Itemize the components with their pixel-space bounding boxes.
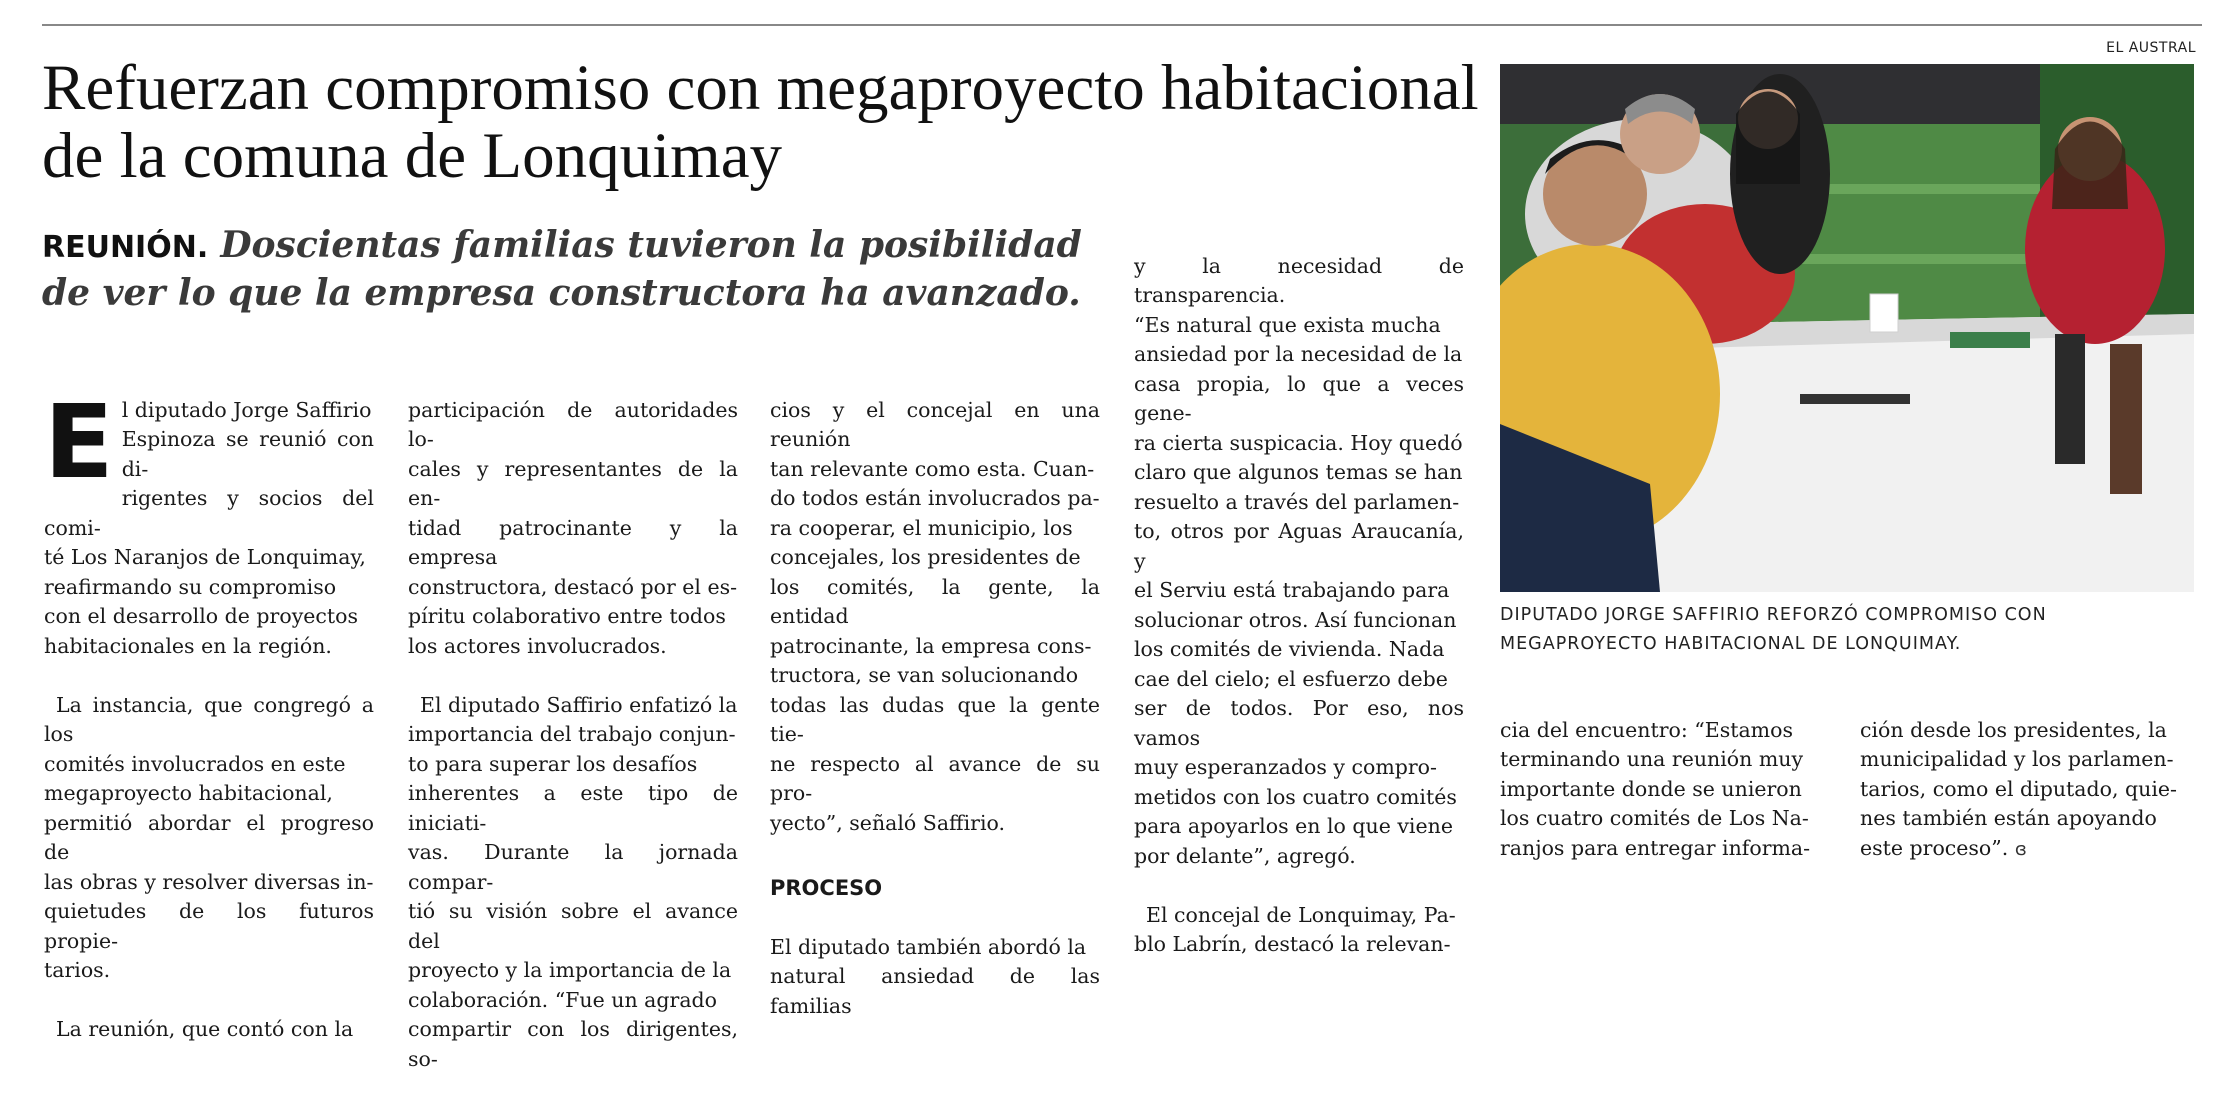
paragraph [1860,716,2194,865]
paragraph-text: ción desde los presidentes, la municipalidad y los parlamen- tarios, como el diputado, quie- nes también están apoyando este proceso”. [1860,717,2177,860]
paragraph-text: l diputado Jorge Saffirio Espinoza se reunió con di- rigentes y socios del comi- té Los Naranjos de Lonquimay, reafirmando su compromiso con el desarrollo de proyectos habitacionales en la región. [44,397,374,658]
photo-caption: DIPUTADO JORGE SAFFIRIO REFORZÓ COMPROMISO CON MEGAPROYECTO HABITACIONAL DE LONQUIMAY. [1500,605,2047,654]
end-mark-icon: ɞ [2014,838,2027,860]
publication-name: EL AUSTRAL [2106,40,2196,56]
paragraph: cios y el concejal en una reunión tan relevante como esta. Cuan- do todos están involucrados pa- ra cooperar, el municipio, los concejales, los presidentes de los comités, la gente, la entidad patrocinante, la empresa cons- tructora, se van solucionando todas las dudas que la gente tie- ne respecto al avance de su pro- yecto”, señaló Saffirio. [770,397,1100,835]
article-column-3 [770,366,1100,1051]
kicker: REUNIÓN. [42,230,209,265]
section-heading: PROCESO [770,875,883,900]
deck: Doscientas familias tuvieron la posibilidad de ver lo que la empresa constructora ha avanzado. [42,224,1082,314]
paragraph [44,382,374,662]
article-column-1 [44,366,374,1074]
paragraph: La instancia, que congregó a los comités involucrados en este megaproyecto habitacional, permitió abordar el progreso de las obras y resolver diversas in- quietudes de los futuros propie- tarios. [44,692,374,982]
article-column-5 [1500,686,1830,893]
article-column-6 [1860,686,2194,894]
drop-cap: E [44,382,114,502]
paragraph: La reunión, que contó con la [56,1017,354,1041]
article-column-4 [1134,222,1464,989]
paragraph: y la necesidad de transparencia. “Es natural que exista mucha ansiedad por la necesidad de la casa propia, lo que a veces gene- ra cierta suspicacia. Hoy quedó claro que algunos temas se han resuelto a través del parlamen- to, otros por Aguas Araucanía, y el Serviu está trabajando para solucionar otros. Así funcionan los comités de vivienda. Nada cae del cielo; el esfuerzo debe ser de todos. Por eso, nos vamos muy esperanzados y compro- metidos con los cuatro comités para apoyarlos en lo que viene por delante”, agregó. [1134,253,1464,868]
paragraph: El diputado Saffirio enfatizó la importancia del trabajo conjun- to para superar los desafíos inherentes a este tipo de iniciati- vas. Durante la jornada compar- tió su visión sobre el avance del proyecto y la importancia de la colaboración. “Fue un agrado compartir con los dirigentes, so- [408,692,738,1071]
paragraph: El concejal de Lonquimay, Pa- blo Labrín, destacó la relevan- [1134,902,1456,956]
headline: Refuerzan compromiso con megaproyecto habitacional de la comuna de Lonquimay [42,52,1479,192]
paragraph: participación de autoridades lo- cales y representantes de la en- tidad patrocinante y la empresa constructora, destacó por el es- píritu colaborativo entre todos los actores involucrados. [408,397,738,658]
top-rule [42,24,2202,26]
paragraph: cia del encuentro: “Estamos terminando una reunión muy importante donde se unieron los cuatro comités de Los Na- ranjos para entregar informa- [1500,717,1811,860]
article-photo [1500,64,2194,592]
paragraph: El diputado también abordó la natural ansiedad de las familias [770,934,1100,1018]
subhead [42,222,1082,315]
article-column-2 [408,366,738,1104]
